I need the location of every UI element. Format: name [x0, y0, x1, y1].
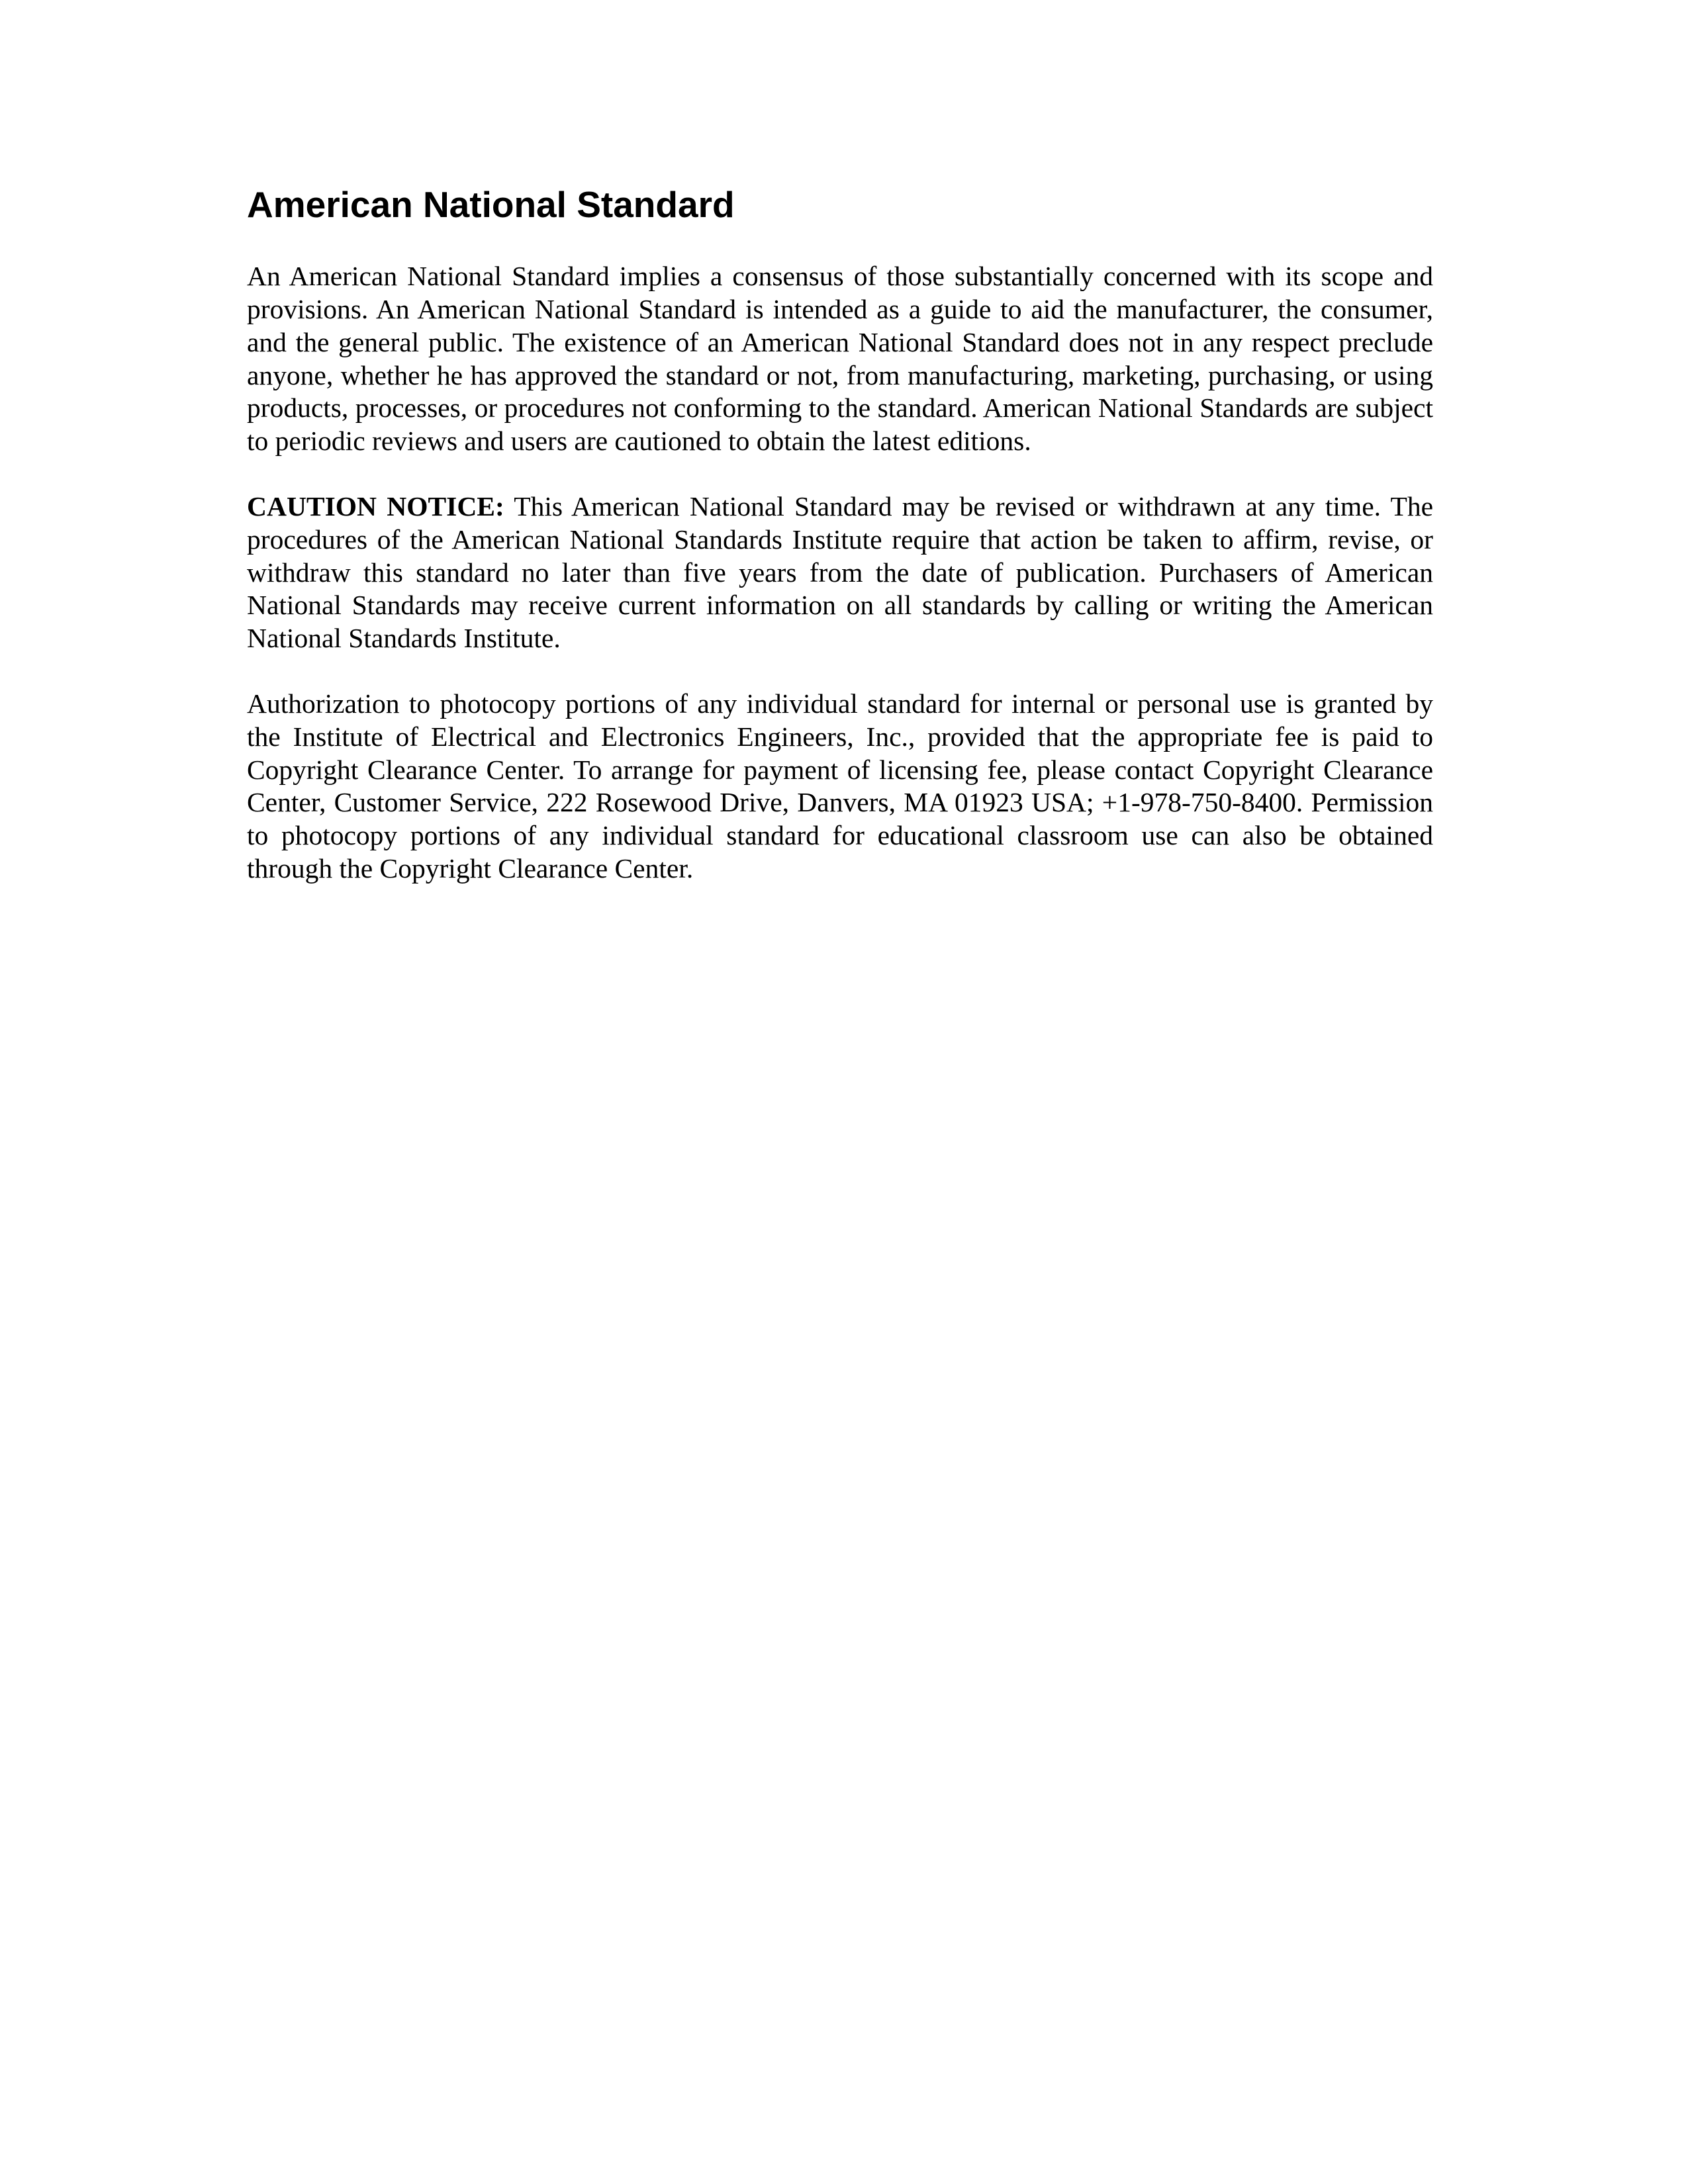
caution-notice-text: This American National Standard may be revised or withdrawn at any time. The procedures of the American National Standards Institute require that action be taken to affirm, revise, or withdraw this standard no later than five years from the date of publication. Purchasers of American National Standards may receive current information on all standards by calling or writing the American National Standards Institute. [247, 491, 1434, 654]
caution-notice-paragraph [247, 490, 1433, 655]
document-body [247, 184, 1433, 918]
page-title: American National Standard [247, 184, 735, 225]
caution-notice-label: CAUTION NOTICE: [247, 491, 504, 522]
consensus-paragraph: An American National Standard implies a consensus of those substantially concerned with its scope and provisions. An American National Standard is intended as a guide to aid the manufacturer, the consumer, and the general public. The existence of an American National Standard does not in any respect preclude anyone, whether he has approved the standard or not, from manufacturing, marketing, purchasing, or using products, processes, or procedures not conforming to the standard. American National Standards are subject to periodic reviews and users are cautioned to obtain the latest editions. [247, 261, 1433, 457]
photocopy-authorization-paragraph: Authorization to photocopy portions of any individual standard for internal or personal use is granted by the Institute of Electrical and Electronics Engineers, Inc., provided that the appropriate fee is paid to Copyright Clearance Center. To arrange for payment of licensing fee, please contact Copyright Clearance Center, Customer Service, 222 Rosewood Drive, Danvers, MA 01923 USA; +1-978-750-8400. Permission to photocopy portions of any individual standard for educational classroom use can also be obtained through the Copyright Clearance Center. [247, 688, 1433, 884]
